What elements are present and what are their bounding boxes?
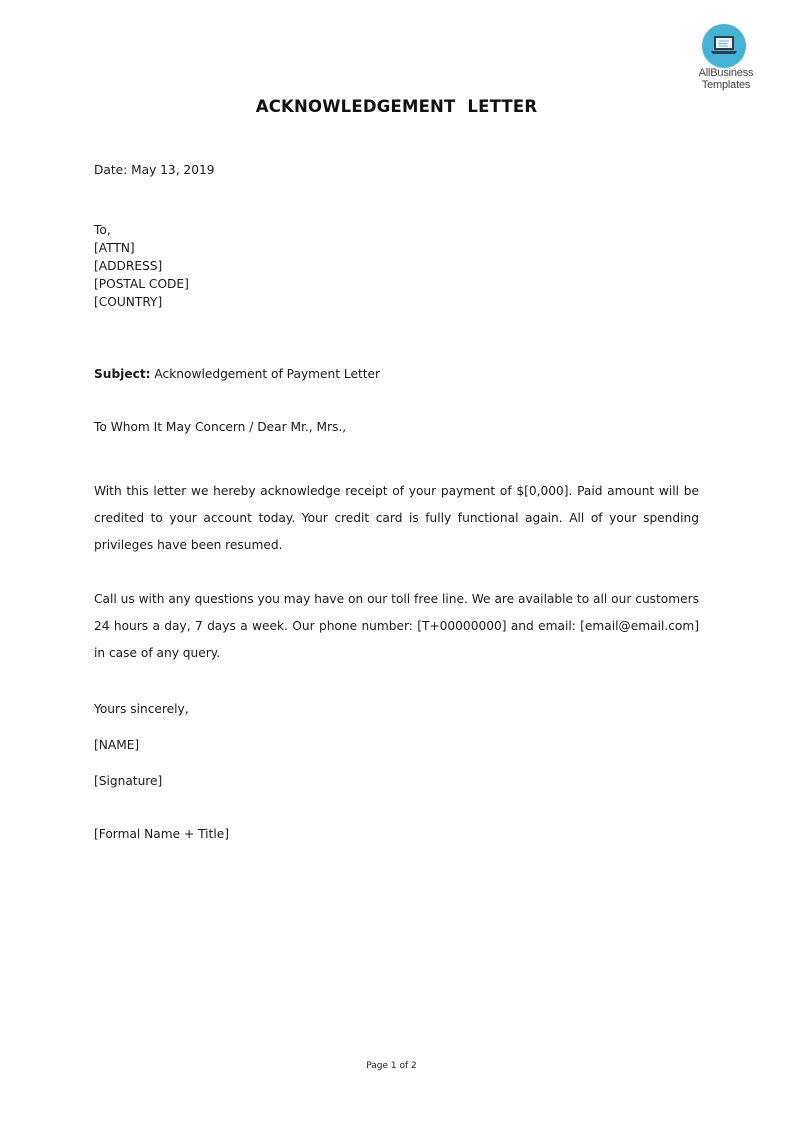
recipient-attn: [ATTN] bbox=[94, 241, 135, 255]
recipient-postal-code: [POSTAL CODE] bbox=[94, 277, 189, 291]
subject-text: Acknowledgement of Payment Letter bbox=[150, 367, 381, 381]
body-paragraph-2: Call us with any questions you may have on our toll free line. We are available to all our customers 24 hours a day, 7 days a week. Our phone number: [T+00000000] and email: [email@email.com] in case of any query. bbox=[94, 592, 699, 660]
logo-circle bbox=[702, 24, 746, 68]
recipient-address: [ADDRESS] bbox=[94, 259, 163, 273]
recipient-country: [COUNTRY] bbox=[94, 295, 163, 309]
recipient-block bbox=[94, 221, 189, 311]
subject-label: Subject: bbox=[94, 367, 151, 381]
company-logo bbox=[688, 22, 772, 94]
sender-name: [NAME] bbox=[94, 738, 140, 752]
closing: Yours sincerely, bbox=[94, 702, 189, 716]
salutation: To Whom It May Concern / Dear Mr., Mrs., bbox=[94, 420, 347, 434]
laptop-icon bbox=[702, 24, 746, 68]
page-number: Page 1 of 2 bbox=[366, 1061, 417, 1071]
body-paragraph-1: With this letter we hereby acknowledge receipt of your payment of $[0,000]. Paid amount will be credited to your account today. Your credit card is fully functional again. All of your spending privileges have been resumed. bbox=[94, 484, 699, 552]
letter-date: Date: May 13, 2019 bbox=[94, 163, 215, 177]
logo-line-1: AllBusiness bbox=[698, 67, 754, 79]
logo-line-2: Templates bbox=[701, 79, 751, 91]
document-title bbox=[0, 97, 793, 116]
signature-placeholder: [Signature] bbox=[94, 774, 163, 788]
document-title-text: ACKNOWLEDGEMENT LETTER bbox=[255, 97, 538, 116]
logo-text bbox=[688, 67, 764, 91]
formal-name-title: [Formal Name + Title] bbox=[94, 827, 229, 841]
recipient-to: To, bbox=[94, 223, 111, 237]
subject-line bbox=[94, 365, 380, 383]
